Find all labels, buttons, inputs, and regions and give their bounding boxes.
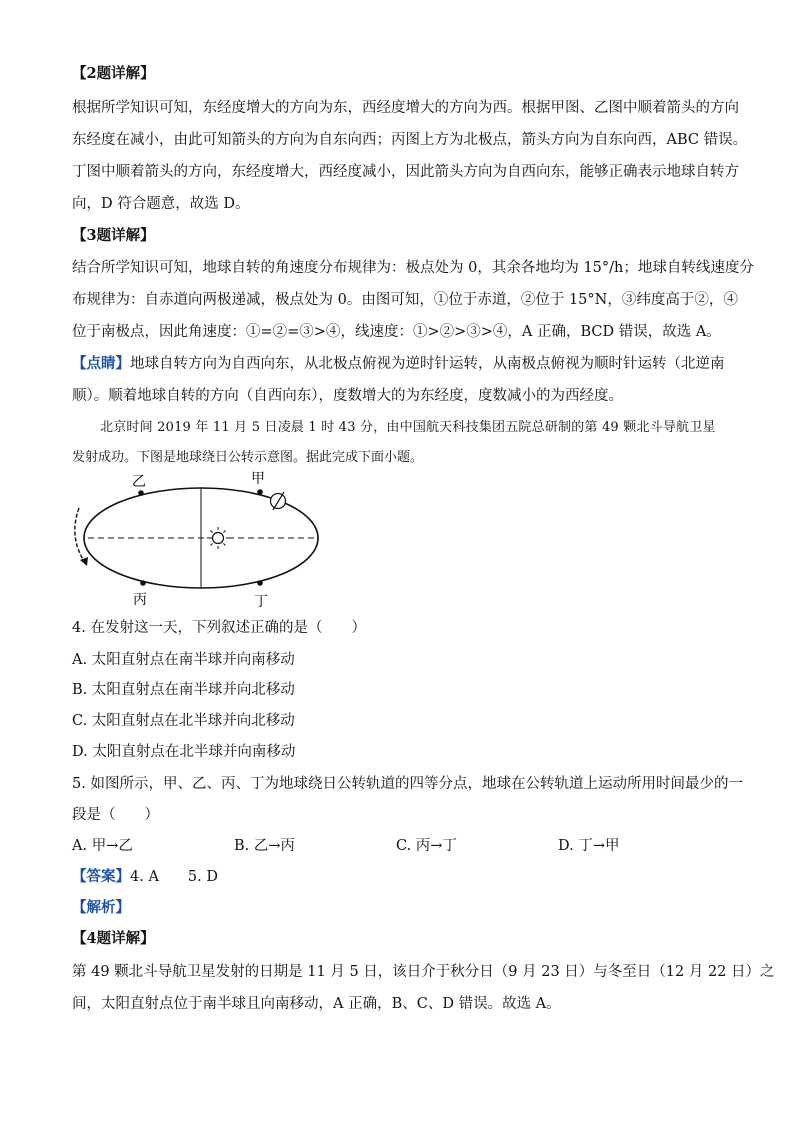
tip-line-2: 顺）。顺着地球自转的方向（自西向东），度数增大的为东经度，度数减小的为西经度。 xyxy=(72,388,623,404)
q5-stem: 5. 如图所示，甲、乙、丙、丁为地球绕日公转轨道的四等分点，地球在公转轨道上运动所用时间最少的一 xyxy=(72,776,743,792)
point-yi xyxy=(138,490,144,496)
label-jia: 甲 xyxy=(251,471,265,487)
tip-text: 地球自转方向为自西向东，从北极点俯视为逆时针运转，从南极点俯视为顺时针运转（北逆南 xyxy=(130,356,725,372)
q4-option-d: D. 太阳直射点在北半球并向南移动 xyxy=(72,744,296,760)
section3-line: 结合所学知识可知，地球自转的角速度分布规律为：极点处为 0，其余各地均为 15°/h；地球自转线速度分 xyxy=(72,260,754,276)
section2-line: 丁图中顺着箭头的方向，东经度增大，西经度减小，因此箭头方向为自西向东，能够正确表示地球自转方 xyxy=(72,164,739,180)
q5-stem-2: 段是（ ） xyxy=(72,807,159,823)
point-jia xyxy=(257,489,263,495)
section2-heading: 【2题详解】 xyxy=(72,65,155,82)
label-bing: 丙 xyxy=(133,592,147,608)
q5-option-b: B. 乙→丙 xyxy=(234,838,296,854)
intro-line-2: 发射成功。下图是地球绕日公转示意图。据此完成下面小题。 xyxy=(72,450,424,465)
section3-line: 位于南极点，因此角速度：①=②=③>④，线速度：①>②>③>④，A 正确，BCD 错误，故选 A。 xyxy=(72,324,721,340)
answer-line xyxy=(72,867,732,887)
section2-line: 东经度在减小，由此可知箭头的方向为自东向西；丙图上方为北极点，箭头方向为自东向西，ABC 错误。 xyxy=(72,132,748,148)
answer-label: 【答案】 xyxy=(72,868,130,885)
q5-option-c: C. 丙→丁 xyxy=(396,838,457,854)
section2-line: 根据所学知识可知，东经度增大的方向为东，西经度增大的方向为西。根据甲图、乙图中顺着箭头的方向 xyxy=(72,100,739,116)
q4-option-a: A. 太阳直射点在南半球并向南移动 xyxy=(72,652,295,668)
intro-line: 北京时间 2019 年 11 月 5 日凌晨 1 时 43 分，由中国航天科技集团五院总研制的第 49 颗北斗导航卫星 xyxy=(100,420,716,435)
point-ding xyxy=(257,580,263,586)
arrow-head xyxy=(80,557,88,566)
q4-stem: 4. 在发射这一天，下列叙述正确的是（ ） xyxy=(72,620,366,636)
q4-option-c: C. 太阳直射点在北半球并向北移动 xyxy=(72,713,295,729)
answer-text: 4. A 5. D xyxy=(130,869,218,885)
section4-line: 第 49 颗北斗导航卫星发射的日期是 11 月 5 日，该日介于秋分日（9 月 23 日）与冬至日（12 月 22 日）之 xyxy=(72,964,775,980)
orbit-diagram xyxy=(66,466,336,616)
label-yi: 乙 xyxy=(132,474,146,490)
section4-line-2: 间，太阳直射点位于南半球且向南移动，A 正确，B、C、D 错误。故选 A。 xyxy=(72,996,561,1012)
analysis-label: 【解析】 xyxy=(72,899,130,916)
tip-label: 【点睛】 xyxy=(72,355,130,372)
section3-line: 布规律为：自赤道向两极递减，极点处为 0。由图可知，①位于赤道，②位于 15°N，③纬度高于②，④ xyxy=(72,292,738,308)
q4-option-b: B. 太阳直射点在南半球并向北移动 xyxy=(72,682,295,698)
point-bing xyxy=(140,580,146,586)
section3-heading: 【3题详解】 xyxy=(72,227,155,244)
q5-option-a: A. 甲→乙 xyxy=(72,838,133,854)
tip-line xyxy=(72,354,732,374)
label-ding: 丁 xyxy=(254,594,268,610)
section2-line: 向，D 符合题意，故选 D。 xyxy=(72,196,250,212)
q5-option-d: D. 丁→甲 xyxy=(558,838,620,854)
section4-heading: 【4题详解】 xyxy=(72,930,155,947)
